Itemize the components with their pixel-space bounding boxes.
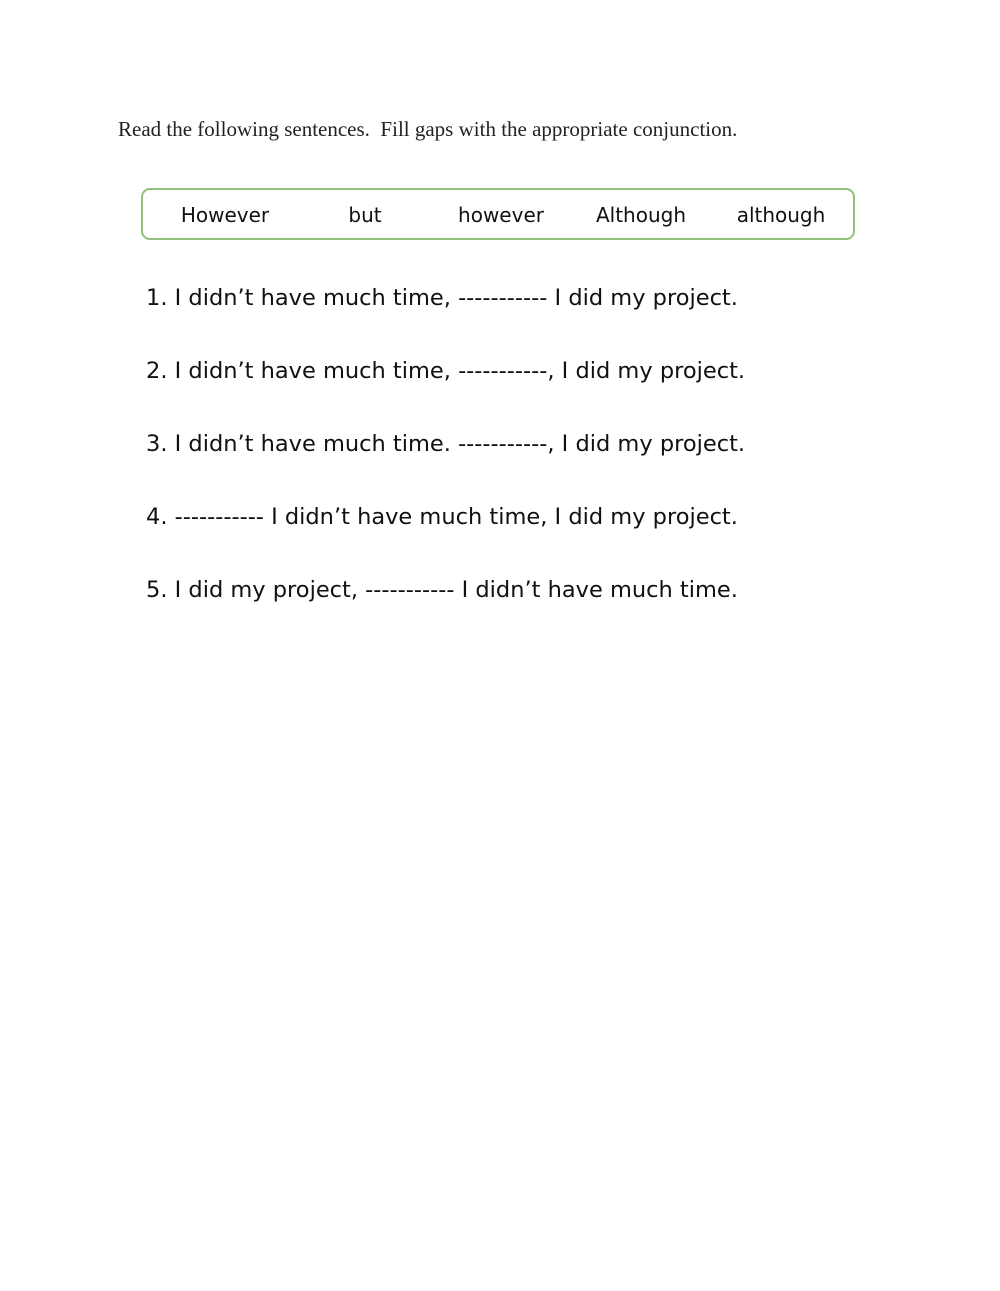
sentence-item: 1. I didn’t have much time, ----------- I did my project. <box>146 285 738 311</box>
sentence-item: 3. I didn’t have much time. -----------, I did my project. <box>146 431 746 457</box>
word-bank-item: but <box>348 203 382 227</box>
sentence-item: 5. I did my project, ----------- I didn’t have much time. <box>146 577 738 603</box>
word-bank <box>141 188 855 240</box>
word-bank-item: however <box>458 203 544 227</box>
sentence-list <box>146 281 745 646</box>
word-bank-item: although <box>736 203 826 227</box>
sentence-item: 4. ----------- I didn’t have much time, I did my project. <box>146 504 738 530</box>
word-bank-item: Although <box>595 203 687 227</box>
word-bank-item: However <box>180 203 270 227</box>
sentence-item: 2. I didn’t have much time, -----------, I did my project. <box>146 358 746 384</box>
instruction-text: Read the following sentences. Fill gaps with the appropriate conjunction. <box>118 117 738 141</box>
